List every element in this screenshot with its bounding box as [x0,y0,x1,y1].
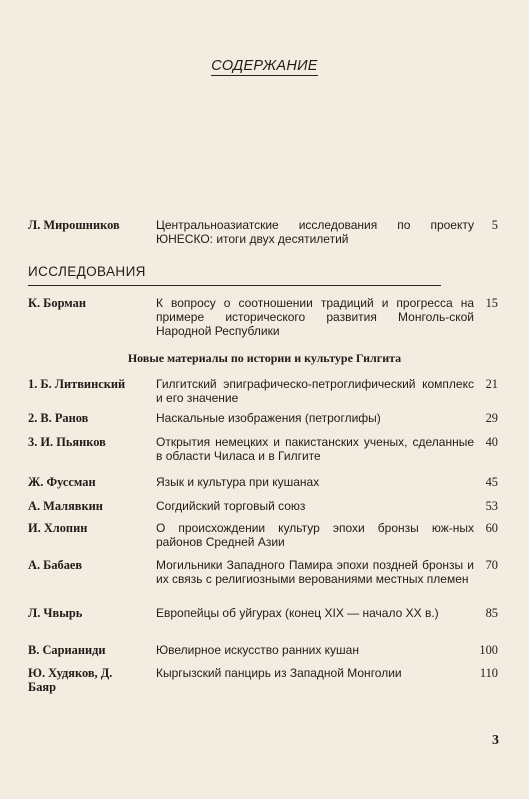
entry-author: А. Малявкин [28,499,103,513]
entry-author: В. Сарианиди [28,643,106,657]
entry-page-number: 110 [479,666,498,680]
entry-author: 3. И. Пьянков [28,435,106,449]
entry-description: Наскальные изображения (петроглифы) [156,411,381,425]
entry-description: Ювелирное искусство ранних кушан [156,643,359,657]
entry-author: Ю. Худяков, Д. Баяр [28,666,113,694]
entry-page-number: 60 [485,521,498,535]
entry-page-number: 29 [485,411,498,425]
entry-description: О происхождении культур эпохи бронзы юж-ных районов Средней Азии [156,521,474,549]
entry-description: Открытия немецких и пакистанских ученых, сделанные в области Чиласа и в Гилгите [156,435,474,463]
entry-page-number: 40 [485,435,498,449]
page-folio: 3 [492,733,499,748]
entry-page-number: 100 [479,643,498,657]
entry-author: Л. Мирошников [28,218,120,232]
section-rule [28,285,441,286]
entry-description: Гилгитский эпиграфическо-петроглифический комплекс и его значение [156,377,474,405]
entry-author: 1. Б. Литвинский [28,377,126,391]
entry-page-number: 15 [485,296,498,310]
entry-author: Ж. Фуссман [28,475,96,489]
contents-title: СОДЕРЖАНИЕ [211,58,318,74]
entry-description: Центральноазиатские исследования по проекту ЮНЕСКО: итоги двух десятилетий [156,218,474,246]
entry-author: И. Хлопин [28,521,88,535]
entry-author: А. Бабаев [28,558,83,572]
entry-description: Могильники Западного Памира эпохи поздней бронзы и их связь с религиозными верованиями местных племен [156,558,474,586]
entry-author: Л. Чвырь [28,606,83,620]
entry-page-number: 5 [491,218,498,232]
entry-author: К. Борман [28,296,86,310]
entry-page-number: 45 [485,475,498,489]
section-heading: ИССЛЕДОВАНИЯ [28,264,146,279]
entry-description: Согдийский торговый союз [156,499,306,513]
entry-page-number: 21 [485,377,498,391]
subsection-heading: Новые материалы по истории и культуре Гилгита [127,351,402,365]
entry-description: Язык и культура при кушанах [156,475,320,489]
entry-description: К вопросу о соотношении традиций и прогресса на примере исторического развития Монголь-ской Народной Республики [156,296,474,338]
entry-page-number: 53 [485,499,498,513]
entry-page-number: 70 [485,558,498,572]
entry-author: 2. В. Ранов [28,411,89,425]
entry-description: Кыргызский панцирь из Западной Монголии [156,666,402,680]
entry-description: Европейцы об уйгурах (конец XIX — начало XX в.) [156,606,439,620]
entry-page-number: 85 [485,606,498,620]
